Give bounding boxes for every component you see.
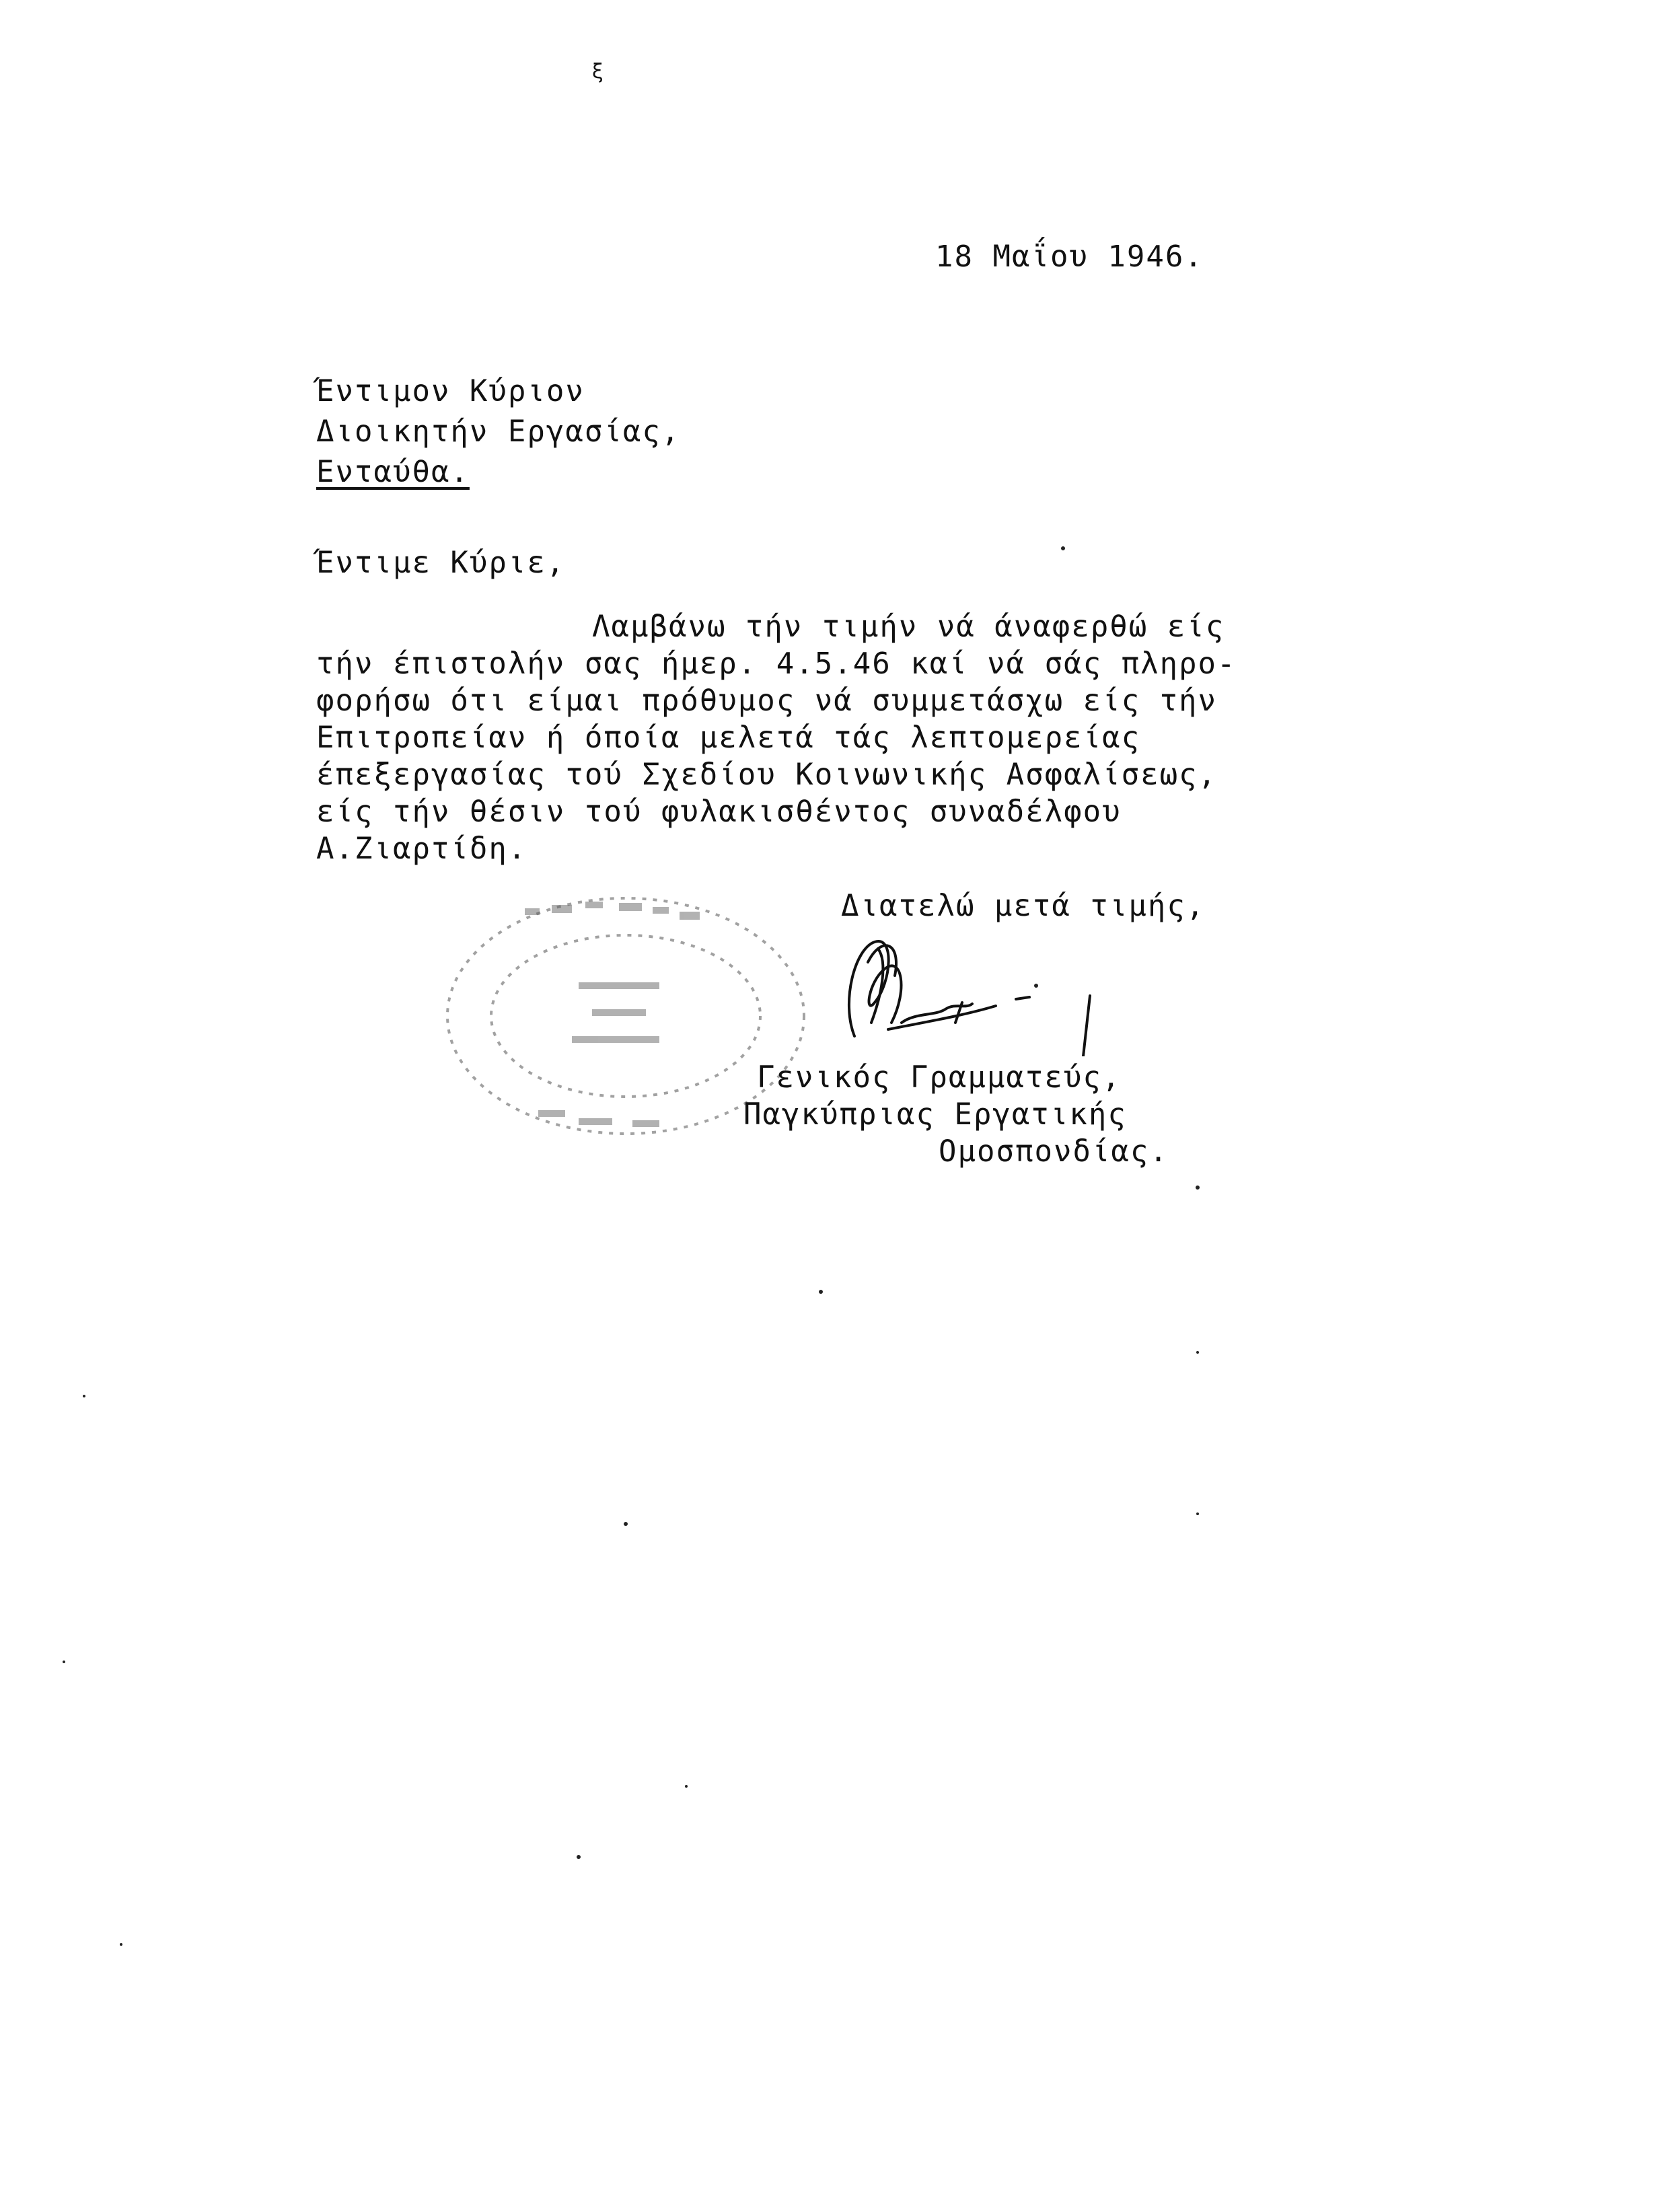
signatory-organization-line-2: Ομοσπονδίας. xyxy=(939,1134,1169,1169)
signatory-title: Γενικός Γραμματεύς, xyxy=(757,1060,1122,1095)
body-line: είς τήν θέσιν τού φυλακισθέντος συναδέλφου xyxy=(316,795,1122,829)
body-line: φορήσω ότι είμαι πρόθυμος νά συμμετάσχω είς τήν xyxy=(316,684,1218,718)
body-line: Λαμβάνω τήν τιμήν νά άναφερθώ είς xyxy=(592,610,1225,644)
letter-date: 18 Μαΐου 1946. xyxy=(935,240,1204,274)
body-line: Α.Ζιαρτίδη. xyxy=(316,832,527,866)
top-mark: ξ xyxy=(592,60,605,83)
body-line: τήν έπιστολήν σας ήμερ. 4.5.46 καί νά σάς πληρο- xyxy=(316,647,1237,681)
recipient-line-1: Έντιμον Κύριον xyxy=(316,374,585,408)
body-line: έπεξεργασίας τού Σχεδίου Κοινωνικής Ασφαλίσεως, xyxy=(316,758,1218,792)
recipient-line-3: Ενταύθα. xyxy=(316,455,470,489)
signatory-organization-line-1: Παγκύπριας Εργατικής xyxy=(743,1097,1127,1132)
body-line: Επιτροπείαν ή όποία μελετά τάς λεπτομερείας xyxy=(316,721,1141,755)
recipient-line-2: Διοικητήν Εργασίας, xyxy=(316,414,681,449)
closing: Διατελώ μετά τιμής, xyxy=(841,889,1206,923)
salutation: Έντιμε Κύριε, xyxy=(316,546,566,580)
